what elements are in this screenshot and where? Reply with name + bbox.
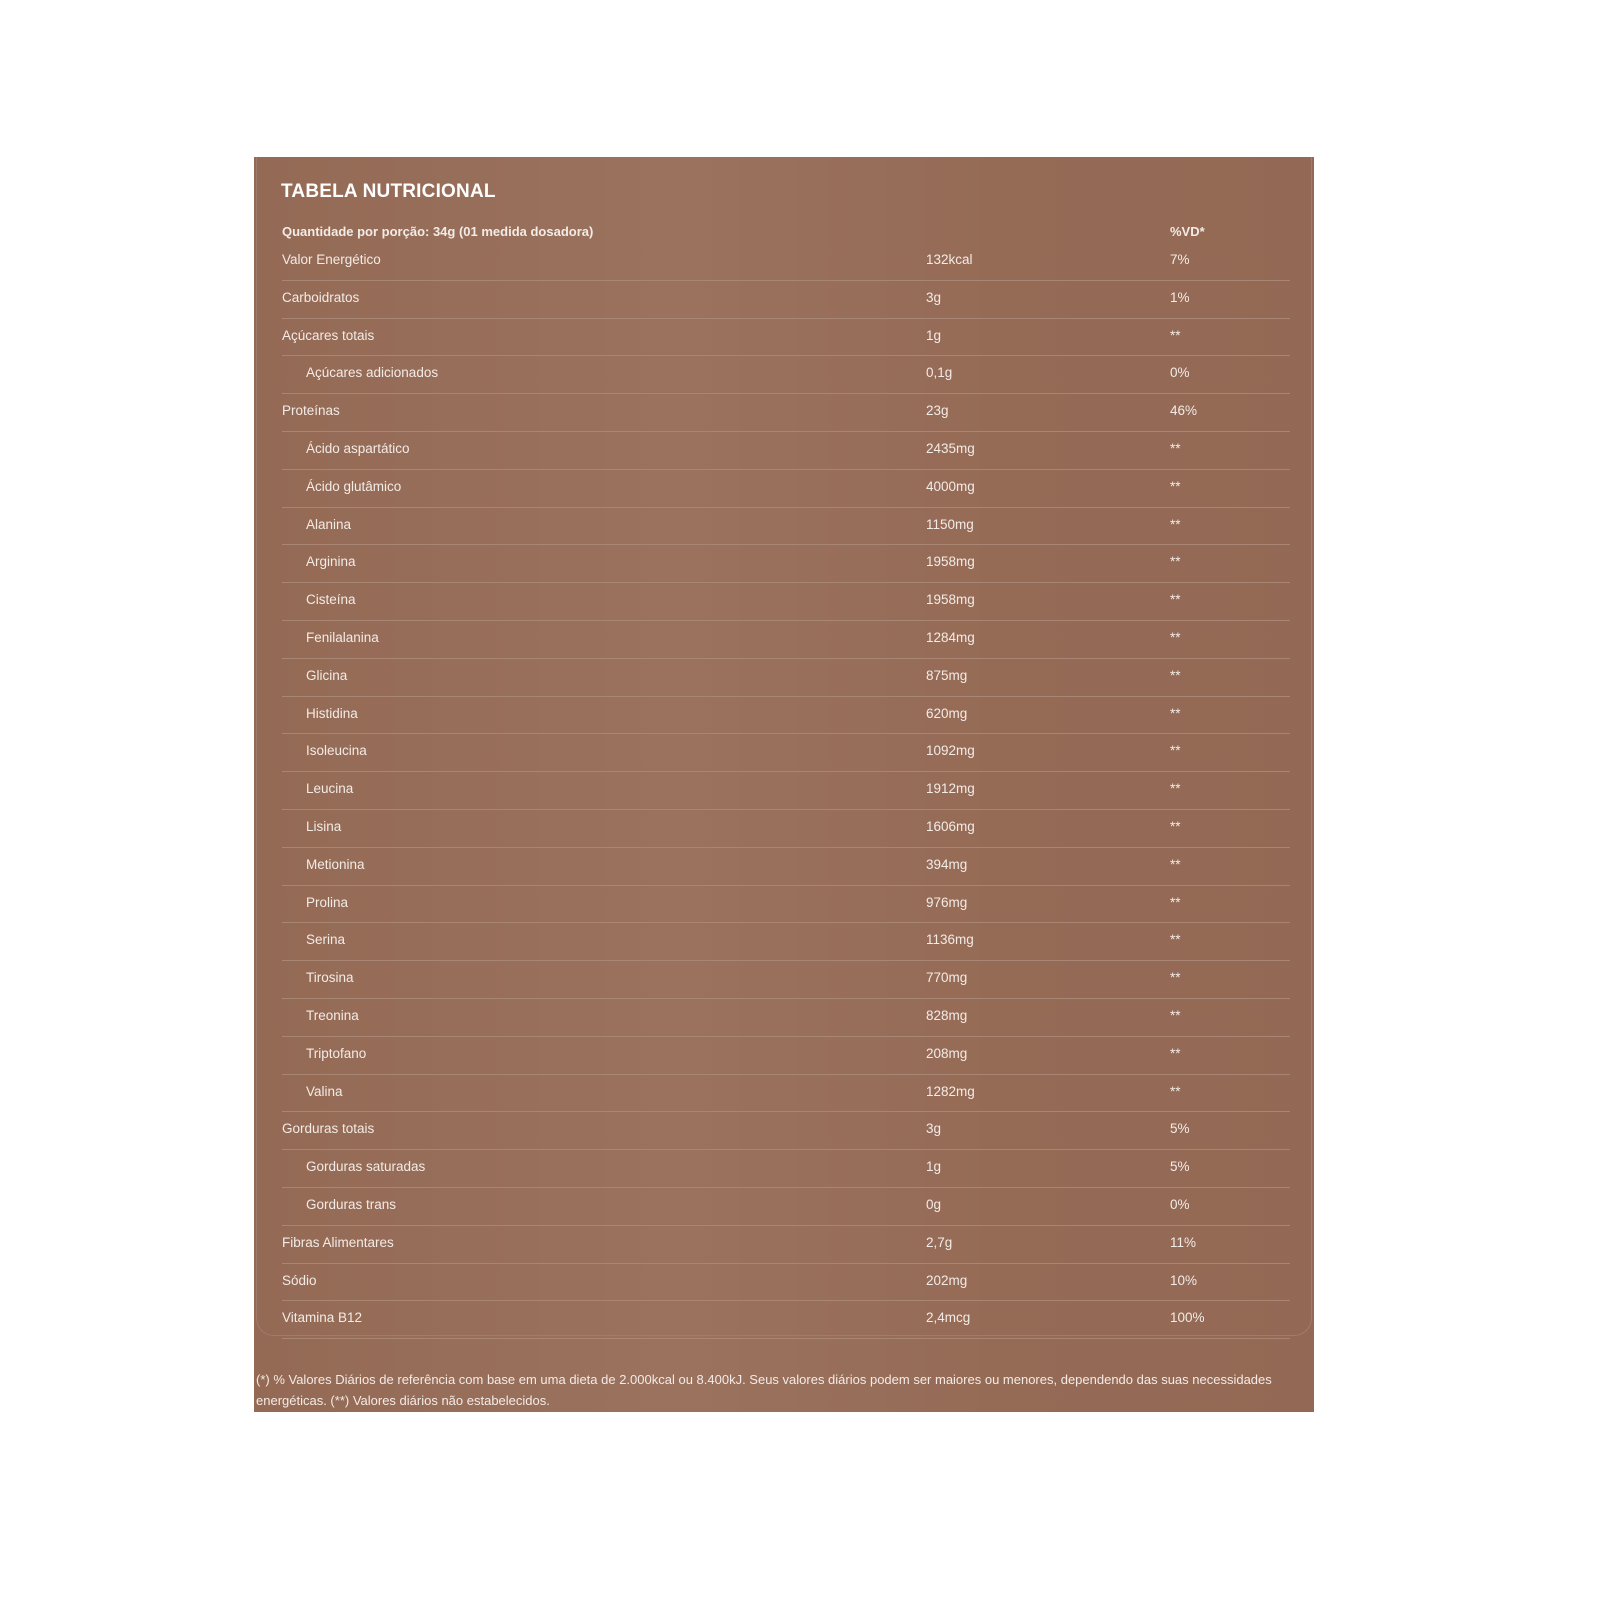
nutrient-value: 1282mg	[926, 1083, 975, 1099]
table-row	[282, 999, 1290, 1037]
nutrient-vd: **	[1170, 516, 1181, 532]
nutrient-label: Açúcares adicionados	[306, 365, 439, 381]
nutrient-vd: 5%	[1170, 1121, 1190, 1137]
nutrient-value: 1606mg	[926, 818, 975, 834]
nutrient-vd: 0%	[1170, 365, 1190, 381]
table-row	[282, 848, 1290, 886]
nutrient-value: 4000mg	[926, 478, 975, 494]
table-row	[282, 319, 1290, 357]
table-row	[282, 394, 1290, 432]
table-row	[282, 659, 1290, 697]
nutrient-vd: **	[1170, 478, 1181, 494]
nutrient-label: Carboidratos	[282, 289, 360, 305]
nutrient-label: Açúcares totais	[282, 327, 375, 343]
nutrient-vd: 10%	[1170, 1272, 1198, 1288]
nutrient-vd: **	[1170, 592, 1181, 608]
nutrient-value: 2,4mcg	[926, 1310, 971, 1326]
nutrient-value: 1g	[926, 1159, 942, 1175]
nutrient-label: Tirosina	[306, 970, 354, 986]
nutrient-vd: 5%	[1170, 1159, 1190, 1175]
table-row	[282, 545, 1290, 583]
nutrient-label: Serina	[306, 932, 346, 948]
nutrient-value: 1136mg	[926, 932, 974, 948]
nutrient-value: 1g	[926, 327, 942, 343]
nutrient-vd: 0%	[1170, 1196, 1190, 1212]
table-row	[282, 1264, 1290, 1302]
table-row	[282, 1301, 1290, 1339]
nutrient-vd: **	[1170, 629, 1181, 645]
nutrient-label: Arginina	[306, 554, 356, 570]
nutrient-value: 208mg	[926, 1045, 968, 1061]
nutrient-value: 0,1g	[926, 365, 953, 381]
nutrient-value: 620mg	[926, 705, 968, 721]
table-row	[282, 1037, 1290, 1075]
nutrient-label: Triptofano	[306, 1045, 367, 1061]
nutrient-vd: **	[1170, 743, 1181, 759]
nutrient-label: Sódio	[282, 1272, 317, 1288]
nutrition-rows	[282, 243, 1290, 1339]
table-row	[282, 1188, 1290, 1226]
nutrient-value: 1958mg	[926, 592, 975, 608]
nutrient-vd: 100%	[1170, 1310, 1205, 1326]
nutrient-vd: **	[1170, 554, 1181, 570]
nutrient-value: 1912mg	[926, 781, 975, 797]
nutrient-label: Histidina	[306, 705, 358, 721]
nutrient-vd: **	[1170, 1045, 1181, 1061]
table-row	[282, 243, 1290, 281]
nutrient-vd: 7%	[1170, 252, 1190, 267]
nutrient-value: 23g	[926, 403, 949, 419]
nutrient-value: 202mg	[926, 1272, 968, 1288]
nutrient-vd: **	[1170, 667, 1181, 683]
nutrient-value: 3g	[926, 1121, 942, 1137]
serving-size: Quantidade por porção: 34g (01 medida dosadora)	[282, 224, 594, 239]
nutrient-value: 394mg	[926, 856, 968, 872]
vd-header: %VD*	[1170, 224, 1205, 239]
nutrient-label: Gorduras totais	[282, 1121, 375, 1137]
nutrient-vd: 46%	[1170, 403, 1198, 419]
nutrient-label: Fenilalanina	[306, 629, 379, 645]
nutrient-vd: **	[1170, 705, 1181, 721]
table-row	[282, 961, 1290, 999]
table-row	[282, 697, 1290, 735]
nutrient-label: Proteínas	[282, 403, 340, 419]
nutrient-vd: **	[1170, 856, 1181, 872]
nutrient-vd: **	[1170, 1007, 1181, 1023]
table-row	[282, 583, 1290, 621]
table-row	[282, 508, 1290, 546]
nutrient-label: Isoleucina	[306, 743, 367, 759]
nutrient-value: 132kcal	[926, 252, 973, 267]
table-row	[282, 432, 1290, 470]
nutrient-vd: **	[1170, 970, 1181, 986]
nutrient-label: Valina	[306, 1083, 343, 1099]
nutrient-value: 828mg	[926, 1007, 968, 1023]
nutrient-vd: **	[1170, 894, 1181, 910]
nutrient-value: 976mg	[926, 894, 968, 910]
nutrient-value: 1284mg	[926, 629, 975, 645]
table-row	[282, 1075, 1290, 1113]
nutrient-vd: **	[1170, 440, 1181, 456]
nutrient-value: 0g	[926, 1196, 942, 1212]
table-title: TABELA NUTRICIONAL	[281, 181, 496, 202]
nutrient-label: Prolina	[306, 894, 349, 910]
nutrient-label: Fibras Alimentares	[282, 1234, 394, 1250]
nutrient-label: Gorduras trans	[306, 1196, 397, 1212]
nutrient-value: 770mg	[926, 970, 968, 986]
nutrient-label: Valor Energético	[282, 252, 381, 267]
nutrient-label: Treonina	[306, 1007, 359, 1023]
nutrition-panel	[254, 157, 1314, 1412]
table-row	[282, 1226, 1290, 1264]
nutrient-vd: **	[1170, 932, 1181, 948]
nutrient-label: Gorduras saturadas	[306, 1159, 426, 1175]
nutrient-label: Vitamina B12	[282, 1310, 363, 1326]
nutrient-vd: **	[1170, 781, 1181, 797]
table-row	[282, 621, 1290, 659]
nutrient-value: 2,7g	[926, 1234, 953, 1250]
nutrient-value: 875mg	[926, 667, 968, 683]
footnote: (*) % Valores Diários de referência com base em uma dieta de 2.000kcal ou 8.400kJ. Seus valores diários podem ser maiores ou menores, dependendo das suas necessidades energéticas. (**) Valores diários não estabelecidos.	[256, 1372, 1272, 1408]
nutrient-label: Ácido aspartático	[306, 440, 410, 456]
nutrient-label: Cisteína	[306, 592, 356, 608]
table-row	[282, 772, 1290, 810]
nutrient-label: Glicina	[306, 667, 348, 683]
nutrient-label: Leucina	[306, 781, 354, 797]
table-row	[282, 281, 1290, 319]
nutrient-label: Ácido glutâmico	[306, 478, 402, 494]
nutrient-vd: 1%	[1170, 289, 1190, 305]
table-row	[282, 356, 1290, 394]
nutrient-vd: **	[1170, 818, 1181, 834]
table-row	[282, 886, 1290, 924]
nutrient-vd: **	[1170, 1083, 1181, 1099]
table-row	[282, 1150, 1290, 1188]
nutrient-value: 3g	[926, 289, 942, 305]
nutrient-label: Alanina	[306, 516, 352, 532]
nutrient-label: Metionina	[306, 856, 365, 872]
table-row	[282, 810, 1290, 848]
table-row	[282, 1112, 1290, 1150]
nutrient-label: Lisina	[306, 818, 342, 834]
nutrient-value: 1958mg	[926, 554, 975, 570]
nutrient-value: 2435mg	[926, 440, 975, 456]
table-row	[282, 734, 1290, 772]
nutrient-vd: 11%	[1170, 1234, 1197, 1250]
table-row	[282, 470, 1290, 508]
table-row	[282, 923, 1290, 961]
nutrient-value: 1150mg	[926, 516, 974, 532]
nutrient-vd: **	[1170, 327, 1181, 343]
nutrient-value: 1092mg	[926, 743, 975, 759]
